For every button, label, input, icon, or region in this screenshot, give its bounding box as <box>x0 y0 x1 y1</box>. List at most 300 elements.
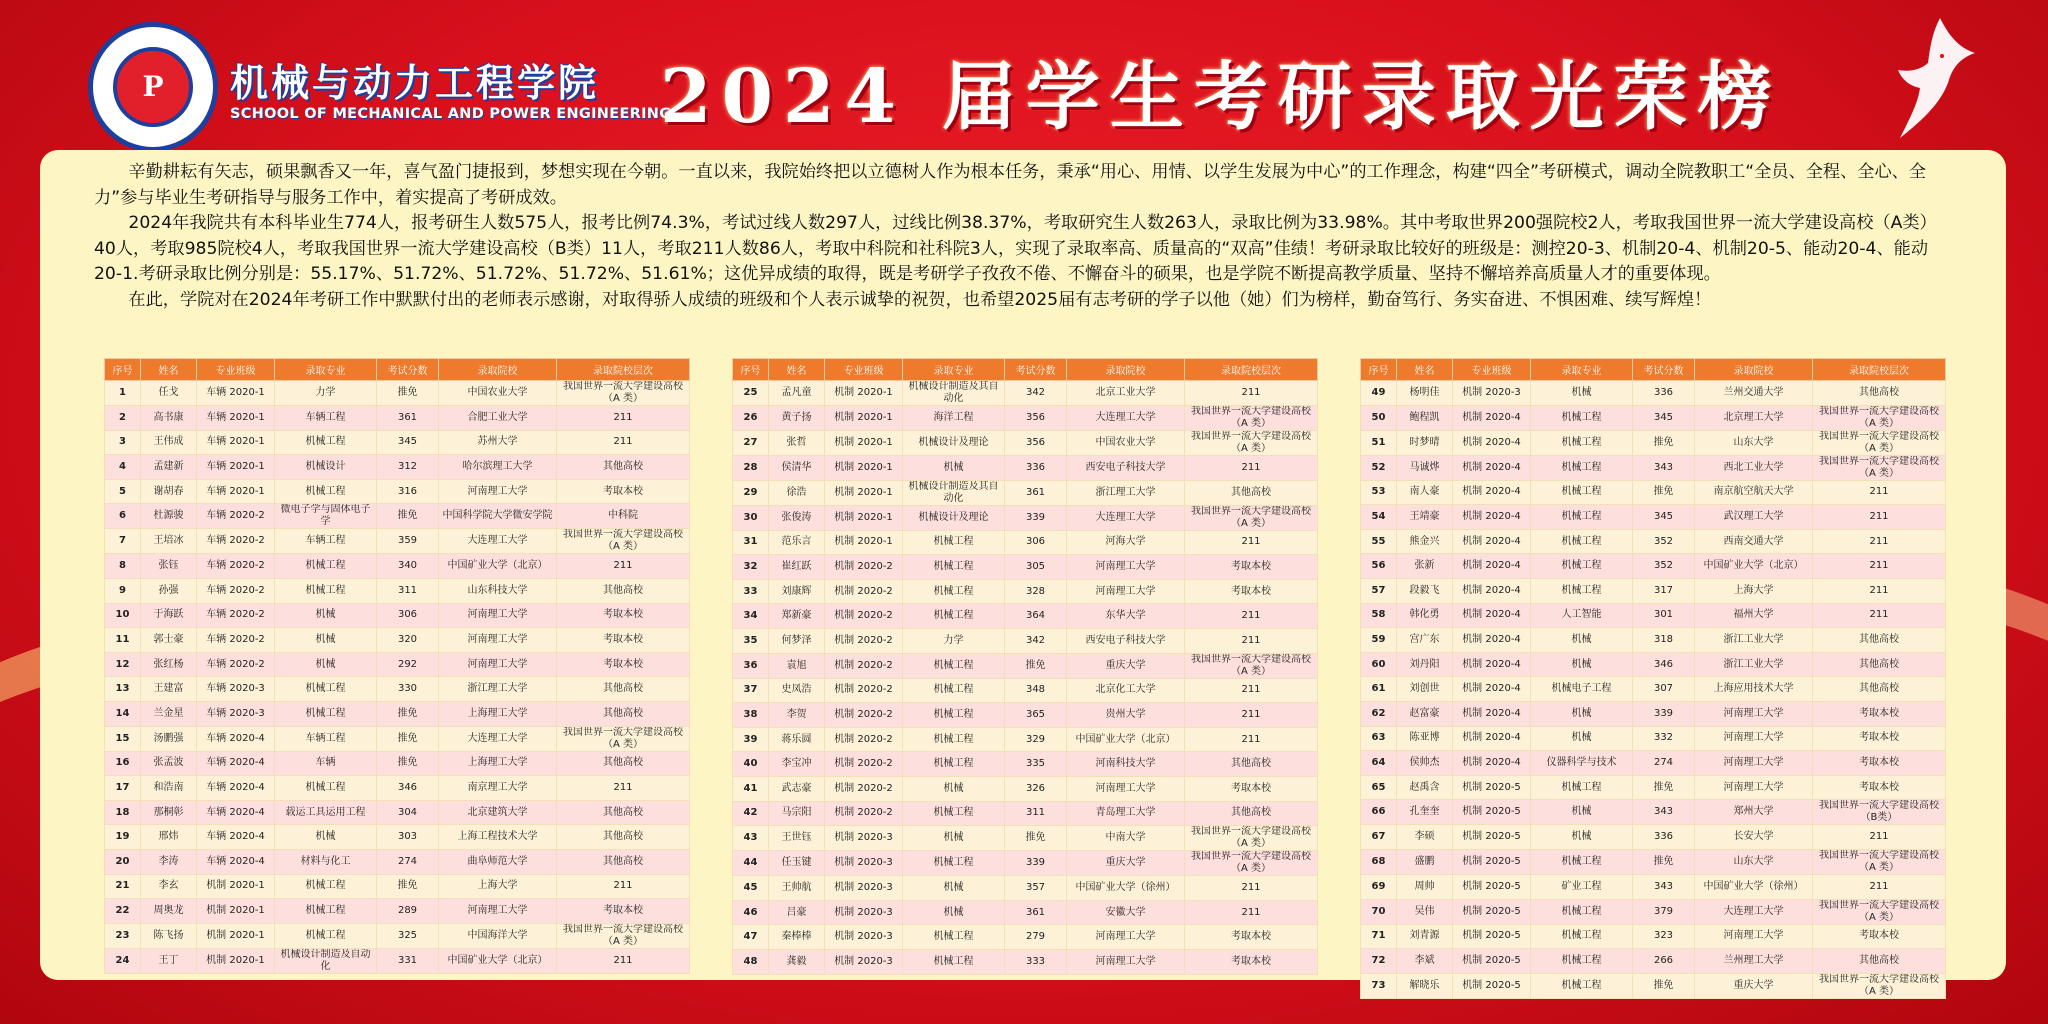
cell-score: 343 <box>1633 455 1695 480</box>
cell-index: 39 <box>733 727 769 752</box>
cell-class: 机制 2020-4 <box>1453 430 1531 455</box>
cell-score: 336 <box>1005 456 1067 481</box>
table-row <box>105 923 690 948</box>
cell-name: 段毅飞 <box>1397 578 1453 603</box>
cell-score: 357 <box>1005 876 1067 901</box>
cell-class: 机制 2020-2 <box>825 801 903 826</box>
cell-class: 机制 2020-1 <box>197 948 275 973</box>
table-row <box>733 653 1318 678</box>
cell-score: 340 <box>377 554 439 579</box>
cell-index: 27 <box>733 431 769 456</box>
cell-university: 中国矿业大学（徐州） <box>1067 876 1185 901</box>
cell-university: 河南理工大学 <box>439 899 557 924</box>
cell-tier: 211 <box>557 776 690 801</box>
cell-major: 机械 <box>903 826 1005 851</box>
cell-name: 孔奎奎 <box>1397 800 1453 825</box>
cell-university: 河南理工大学 <box>1695 726 1813 751</box>
cell-name: 张哲 <box>769 431 825 456</box>
table-row <box>1361 652 1946 677</box>
cell-tier: 我国世界一流大学建设高校（A 类） <box>1185 851 1318 876</box>
cell-name: 于海跃 <box>141 603 197 628</box>
cell-tier: 211 <box>1813 825 1946 850</box>
cell-index: 67 <box>1361 825 1397 850</box>
cell-name: 秦棒棒 <box>769 925 825 950</box>
cell-university: 西南交通大学 <box>1695 529 1813 554</box>
cell-university: 浙江理工大学 <box>439 677 557 702</box>
cell-name: 侯清华 <box>769 456 825 481</box>
cell-index: 35 <box>733 628 769 653</box>
cell-major: 海洋工程 <box>903 406 1005 431</box>
cell-class: 机制 2020-5 <box>1453 874 1531 899</box>
cell-university: 河南理工大学 <box>1067 579 1185 604</box>
cell-major: 机械 <box>1531 701 1633 726</box>
cell-major: 机械工程 <box>1531 924 1633 949</box>
cell-score: 339 <box>1633 701 1695 726</box>
cell-university: 北京理工大学 <box>1695 405 1813 430</box>
cell-name: 郭士豪 <box>141 628 197 653</box>
cell-tier: 考取本校 <box>1813 924 1946 949</box>
cell-score: 304 <box>377 800 439 825</box>
cell-tier: 211 <box>1813 554 1946 579</box>
cell-index: 12 <box>105 652 141 677</box>
cell-class: 机制 2020-1 <box>825 381 903 406</box>
cell-university: 苏州大学 <box>439 430 557 455</box>
cell-name: 刘康辉 <box>769 579 825 604</box>
cell-name: 郑新豪 <box>769 604 825 629</box>
cell-major: 机械工程 <box>1531 775 1633 800</box>
admission-table-3 <box>1360 358 1945 999</box>
cell-tier: 考取本校 <box>557 603 690 628</box>
cell-name: 李硕 <box>1397 825 1453 850</box>
cell-index: 13 <box>105 677 141 702</box>
table-header-row <box>105 359 690 381</box>
cell-name: 任戈 <box>141 381 197 406</box>
cell-university: 中国海洋大学 <box>439 923 557 948</box>
cell-index: 2 <box>105 406 141 431</box>
cell-tier: 其他高校 <box>557 578 690 603</box>
cell-university: 兰州理工大学 <box>1695 949 1813 974</box>
cell-class: 车辆 2020-4 <box>197 800 275 825</box>
cell-name: 那桐彰 <box>141 800 197 825</box>
table-header-row <box>733 359 1318 381</box>
cell-university: 浙江工业大学 <box>1695 628 1813 653</box>
cell-tier: 其他高校 <box>1185 480 1318 505</box>
cell-major: 机械 <box>903 456 1005 481</box>
cell-university: 上海大学 <box>439 874 557 899</box>
cell-major: 机械设计制造及自动化 <box>275 948 377 973</box>
cell-tier: 考取本校 <box>557 628 690 653</box>
cell-university: 河南科技大学 <box>1067 752 1185 777</box>
cell-score: 305 <box>1005 555 1067 580</box>
cell-class: 机制 2020-4 <box>1453 455 1531 480</box>
cell-class: 机制 2020-5 <box>1453 800 1531 825</box>
cell-university: 中国矿业大学（徐州） <box>1695 874 1813 899</box>
cell-major: 机械工程 <box>1531 899 1633 924</box>
table-row <box>1361 899 1946 924</box>
cell-major: 机械 <box>1531 726 1633 751</box>
cell-score: 361 <box>377 406 439 431</box>
table-row <box>1361 603 1946 628</box>
cell-class: 机制 2020-4 <box>1453 628 1531 653</box>
cell-class: 机制 2020-4 <box>1453 405 1531 430</box>
cell-name: 张新 <box>1397 554 1453 579</box>
cell-score: 331 <box>377 948 439 973</box>
cell-name: 武志豪 <box>769 776 825 801</box>
cell-class: 机制 2020-5 <box>1453 849 1531 874</box>
cell-name: 徐浩 <box>769 480 825 505</box>
cell-university: 河南理工大学 <box>439 479 557 504</box>
cell-university: 中国矿业大学（北京） <box>439 948 557 973</box>
cell-university: 东华大学 <box>1067 604 1185 629</box>
cell-university: 南京航空航天大学 <box>1695 480 1813 505</box>
table-row <box>105 628 690 653</box>
cell-class: 机制 2020-5 <box>1453 949 1531 974</box>
cell-index: 4 <box>105 455 141 480</box>
cell-university: 河南理工大学 <box>1695 924 1813 949</box>
cell-major: 机械 <box>1531 628 1633 653</box>
cell-tier: 考取本校 <box>1185 776 1318 801</box>
cell-major: 仪器科学与技术 <box>1531 751 1633 776</box>
cell-university: 大连理工大学 <box>1067 406 1185 431</box>
table-row <box>733 678 1318 703</box>
cell-university: 河南理工大学 <box>1067 925 1185 950</box>
cell-class: 机制 2020-4 <box>1453 751 1531 776</box>
cell-name: 刘丹阳 <box>1397 652 1453 677</box>
cell-major: 机械工程 <box>903 604 1005 629</box>
cell-class: 机制 2020-5 <box>1453 775 1531 800</box>
cell-class: 车辆 2020-4 <box>197 726 275 751</box>
cell-index: 65 <box>1361 775 1397 800</box>
cell-university: 河南理工大学 <box>439 652 557 677</box>
cell-class: 车辆 2020-2 <box>197 652 275 677</box>
cell-name: 孟建新 <box>141 455 197 480</box>
cell-tier: 211 <box>557 874 690 899</box>
cell-name: 范乐言 <box>769 530 825 555</box>
column-header: 序号 <box>733 359 769 381</box>
cell-tier: 211 <box>557 948 690 973</box>
intro-paragraph-1: 辛勤耕耘有矢志，硕果飘香又一年，喜气盈门捷报到，梦想实现在今朝。一直以来，我院始终把以立德树人作为根本任务，秉承“用心、用情、以学生发展为中心”的工作理念，构建“四全”考研模式，调动全院教职工“全员、全程、全心、全力”参与毕业生考研指导与服务工作中，着实提高了考研成效。 <box>94 162 1927 208</box>
cell-university: 山东科技大学 <box>439 578 557 603</box>
cell-major: 机械 <box>903 876 1005 901</box>
cell-major: 载运工具运用工程 <box>275 800 377 825</box>
cell-score: 336 <box>1633 825 1695 850</box>
cell-major: 机械 <box>275 628 377 653</box>
cell-class: 机制 2020-5 <box>1453 899 1531 924</box>
cell-university: 哈尔滨理工大学 <box>439 455 557 480</box>
cell-tier: 我国世界一流大学建设高校（A 类） <box>1185 406 1318 431</box>
cell-index: 47 <box>733 925 769 950</box>
cell-name: 鲍程凯 <box>1397 405 1453 430</box>
cell-major: 机械工程 <box>1531 405 1633 430</box>
cell-major: 机械设计及理论 <box>903 505 1005 530</box>
cell-index: 11 <box>105 628 141 653</box>
cell-university: 中国矿业大学（北京） <box>439 554 557 579</box>
cell-tier: 211 <box>1813 529 1946 554</box>
cell-index: 72 <box>1361 949 1397 974</box>
cell-score: 339 <box>1005 505 1067 530</box>
cell-name: 周帅 <box>1397 874 1453 899</box>
cell-tier: 考取本校 <box>1185 949 1318 974</box>
school-logo-icon <box>88 22 218 152</box>
table-row <box>1361 381 1946 406</box>
cell-index: 41 <box>733 776 769 801</box>
cell-index: 69 <box>1361 874 1397 899</box>
cell-class: 机制 2020-1 <box>825 530 903 555</box>
cell-major: 机械工程 <box>275 874 377 899</box>
table-row <box>105 825 690 850</box>
cell-class: 机制 2020-4 <box>1453 726 1531 751</box>
dove-icon <box>1880 8 1990 148</box>
cell-class: 车辆 2020-4 <box>197 849 275 874</box>
cell-major: 车辆工程 <box>275 529 377 554</box>
cell-index: 37 <box>733 678 769 703</box>
cell-index: 17 <box>105 776 141 801</box>
cell-tier: 考取本校 <box>1813 701 1946 726</box>
cell-score: 推免 <box>1005 826 1067 851</box>
cell-name: 陈亚博 <box>1397 726 1453 751</box>
table-row <box>105 578 690 603</box>
cell-tier: 其他高校 <box>557 677 690 702</box>
cell-score: 329 <box>1005 727 1067 752</box>
cell-tier: 我国世界一流大学建设高校（A 类） <box>557 381 690 406</box>
cell-index: 54 <box>1361 505 1397 530</box>
cell-major: 机械工程 <box>1531 529 1633 554</box>
cell-tier: 我国世界一流大学建设高校（A 类） <box>1813 849 1946 874</box>
cell-name: 王世钰 <box>769 826 825 851</box>
cell-tier: 我国世界一流大学建设高校（A 类） <box>1185 505 1318 530</box>
cell-name: 李宝冲 <box>769 752 825 777</box>
cell-index: 56 <box>1361 554 1397 579</box>
cell-tier: 211 <box>1813 505 1946 530</box>
cell-major: 机械 <box>1531 381 1633 406</box>
column-header: 姓名 <box>1397 359 1453 381</box>
cell-class: 机制 2020-1 <box>825 480 903 505</box>
cell-score: 266 <box>1633 949 1695 974</box>
cell-university: 北京化工大学 <box>1067 678 1185 703</box>
cell-major: 机械工程 <box>903 851 1005 876</box>
table-row <box>105 504 690 529</box>
cell-name: 张孟波 <box>141 751 197 776</box>
cell-major: 机械工程 <box>903 801 1005 826</box>
cell-index: 31 <box>733 530 769 555</box>
intro-paragraph-3: 在此，学院对在2024年考研工作中默默付出的老师表示感谢，对取得骄人成绩的班级和个人表示诚挚的祝贺，也希望2025届有志考研的学子以他（她）们为榜样，勤奋笃行、务实奋进、不惧困难、续写辉煌！ <box>128 289 1712 310</box>
cell-score: 289 <box>377 899 439 924</box>
cell-index: 15 <box>105 726 141 751</box>
cell-university: 上海工程技术大学 <box>439 825 557 850</box>
table-row <box>1361 554 1946 579</box>
cell-index: 19 <box>105 825 141 850</box>
cell-major: 机械工程 <box>1531 578 1633 603</box>
cell-tier: 211 <box>1185 530 1318 555</box>
cell-score: 348 <box>1005 678 1067 703</box>
column-header: 专业班级 <box>1453 359 1531 381</box>
cell-university: 中国农业大学 <box>1067 431 1185 456</box>
column-header: 序号 <box>105 359 141 381</box>
cell-score: 274 <box>1633 751 1695 776</box>
cell-major: 机械工程 <box>275 430 377 455</box>
cell-index: 20 <box>105 849 141 874</box>
cell-name: 张钰 <box>141 554 197 579</box>
cell-tier: 211 <box>1185 900 1318 925</box>
cell-class: 机制 2020-2 <box>825 678 903 703</box>
cell-tier: 考取本校 <box>557 899 690 924</box>
cell-index: 51 <box>1361 430 1397 455</box>
cell-tier: 考取本校 <box>557 652 690 677</box>
cell-university: 北京建筑大学 <box>439 800 557 825</box>
cell-name: 谢胡春 <box>141 479 197 504</box>
table-row <box>105 726 690 751</box>
cell-name: 李涛 <box>141 849 197 874</box>
cell-score: 279 <box>1005 925 1067 950</box>
cell-tier: 其他高校 <box>1813 628 1946 653</box>
cell-class: 机制 2020-4 <box>1453 505 1531 530</box>
cell-score: 342 <box>1005 381 1067 406</box>
cell-score: 306 <box>1005 530 1067 555</box>
cell-major: 机械工程 <box>903 703 1005 728</box>
table-row <box>1361 874 1946 899</box>
cell-tier: 考取本校 <box>1185 925 1318 950</box>
cell-class: 机制 2020-4 <box>1453 603 1531 628</box>
cell-score: 328 <box>1005 579 1067 604</box>
cell-tier: 考取本校 <box>1813 751 1946 776</box>
cell-score: 356 <box>1005 431 1067 456</box>
table-row <box>733 801 1318 826</box>
cell-class: 机制 2020-1 <box>197 874 275 899</box>
school-name-cn: 机械与动力工程学院 <box>230 60 600 105</box>
cell-name: 马诚烨 <box>1397 455 1453 480</box>
cell-major: 机械设计及理论 <box>903 431 1005 456</box>
table-row <box>733 826 1318 851</box>
cell-class: 机制 2020-3 <box>825 851 903 876</box>
cell-name: 陈飞扬 <box>141 923 197 948</box>
cell-score: 346 <box>1633 652 1695 677</box>
cell-index: 44 <box>733 851 769 876</box>
column-header: 录取院校 <box>1067 359 1185 381</box>
cell-university: 中国科学院大学微安学院 <box>439 504 557 529</box>
cell-class: 车辆 2020-4 <box>197 825 275 850</box>
cell-tier: 其他高校 <box>557 849 690 874</box>
cell-name: 王培冰 <box>141 529 197 554</box>
cell-index: 55 <box>1361 529 1397 554</box>
table-row <box>105 603 690 628</box>
cell-index: 21 <box>105 874 141 899</box>
cell-major: 微电子学与固体电子学 <box>275 504 377 529</box>
cell-class: 车辆 2020-1 <box>197 479 275 504</box>
cell-university: 河南理工大学 <box>1067 776 1185 801</box>
cell-index: 70 <box>1361 899 1397 924</box>
cell-score: 361 <box>1005 900 1067 925</box>
cell-major: 机械 <box>1531 825 1633 850</box>
cell-index: 7 <box>105 529 141 554</box>
column-header: 录取院校 <box>439 359 557 381</box>
cell-university: 河南理工大学 <box>1067 949 1185 974</box>
table-row <box>733 530 1318 555</box>
cell-class: 机制 2020-2 <box>825 555 903 580</box>
cell-university: 西安电子科技大学 <box>1067 628 1185 653</box>
cell-name: 赵富豪 <box>1397 701 1453 726</box>
cell-class: 机制 2020-1 <box>197 899 275 924</box>
cell-score: 356 <box>1005 406 1067 431</box>
table-row <box>733 776 1318 801</box>
cell-tier: 其他高校 <box>1813 381 1946 406</box>
cell-class: 车辆 2020-2 <box>197 578 275 603</box>
cell-major: 人工智能 <box>1531 603 1633 628</box>
cell-index: 29 <box>733 480 769 505</box>
cell-class: 机制 2020-2 <box>825 604 903 629</box>
cell-university: 武汉理工大学 <box>1695 505 1813 530</box>
cell-major: 机械工程 <box>1531 505 1633 530</box>
cell-index: 34 <box>733 604 769 629</box>
cell-university: 上海应用技术大学 <box>1695 677 1813 702</box>
cell-tier: 我国世界一流大学建设高校（A 类） <box>1813 405 1946 430</box>
cell-university: 浙江工业大学 <box>1695 652 1813 677</box>
cell-university: 重庆大学 <box>1695 973 1813 998</box>
table-row <box>1361 825 1946 850</box>
cell-tier: 211 <box>1813 603 1946 628</box>
cell-university: 中国农业大学 <box>439 381 557 406</box>
table-row <box>105 652 690 677</box>
cell-class: 机制 2020-3 <box>1453 381 1531 406</box>
cell-index: 32 <box>733 555 769 580</box>
cell-class: 车辆 2020-2 <box>197 529 275 554</box>
cell-name: 刘青源 <box>1397 924 1453 949</box>
cell-university: 曲阜师范大学 <box>439 849 557 874</box>
cell-class: 机制 2020-4 <box>1453 652 1531 677</box>
cell-name: 盛鹏 <box>1397 849 1453 874</box>
cell-score: 推免 <box>377 726 439 751</box>
cell-name: 王伟成 <box>141 430 197 455</box>
cell-major: 车辆工程 <box>275 406 377 431</box>
cell-score: 推免 <box>1633 973 1695 998</box>
cell-score: 推免 <box>377 381 439 406</box>
column-header: 专业班级 <box>197 359 275 381</box>
cell-tier: 211 <box>1185 876 1318 901</box>
cell-index: 46 <box>733 900 769 925</box>
cell-index: 59 <box>1361 628 1397 653</box>
cell-tier: 211 <box>1185 703 1318 728</box>
cell-tier: 考取本校 <box>557 479 690 504</box>
table-row <box>1361 480 1946 505</box>
cell-index: 43 <box>733 826 769 851</box>
cell-class: 车辆 2020-4 <box>197 751 275 776</box>
table-row <box>105 701 690 726</box>
cell-university: 安徽大学 <box>1067 900 1185 925</box>
table-row <box>105 751 690 776</box>
cell-class: 机制 2020-5 <box>1453 825 1531 850</box>
cell-score: 推免 <box>1633 775 1695 800</box>
column-header: 姓名 <box>141 359 197 381</box>
cell-score: 306 <box>377 603 439 628</box>
cell-index: 22 <box>105 899 141 924</box>
cell-index: 1 <box>105 381 141 406</box>
cell-major: 机械工程 <box>275 554 377 579</box>
cell-major: 机械 <box>903 776 1005 801</box>
table-row <box>1361 578 1946 603</box>
cell-major: 机械工程 <box>1531 455 1633 480</box>
cell-index: 18 <box>105 800 141 825</box>
cell-tier: 考取本校 <box>1185 579 1318 604</box>
cell-index: 16 <box>105 751 141 776</box>
cell-major: 力学 <box>903 628 1005 653</box>
cell-class: 车辆 2020-4 <box>197 776 275 801</box>
cell-tier: 其他高校 <box>1185 752 1318 777</box>
intro-paragraph-2: 2024年我院共有本科毕业生774人，报考研生人数575人，报考比例74.3%，考试过线人数297人，过线比例38.37%，考取研究生人数263人，录取比例为33.98%。其中考取世界200强院校2人，考取我国世界一流大学建设高校（A类）40人，考取985院校4人，考取我国世界一流大学建设高校（B类）11人，考取211人数86人，考取中科院和社科院3人，实现了录取率高、质量高的“双高”佳绩！考研录取比较好的班级是：测控20-3、机制20-4、机制20-5、能动20-4、能动20-1.考研录取比例分别是：55.17%、51.72%、51.72%、51.72%、51.61%；这优异成绩的取得，既是考研学子孜孜不倦、不懈奋斗的硕果，也是学院不断提高教学质量、坚持不懈培养高质量人才的重要体现。 <box>94 213 1937 285</box>
cell-major: 机械工程 <box>1531 480 1633 505</box>
table-row <box>105 455 690 480</box>
table-row <box>1361 405 1946 430</box>
cell-score: 325 <box>377 923 439 948</box>
cell-major: 机械 <box>275 825 377 850</box>
